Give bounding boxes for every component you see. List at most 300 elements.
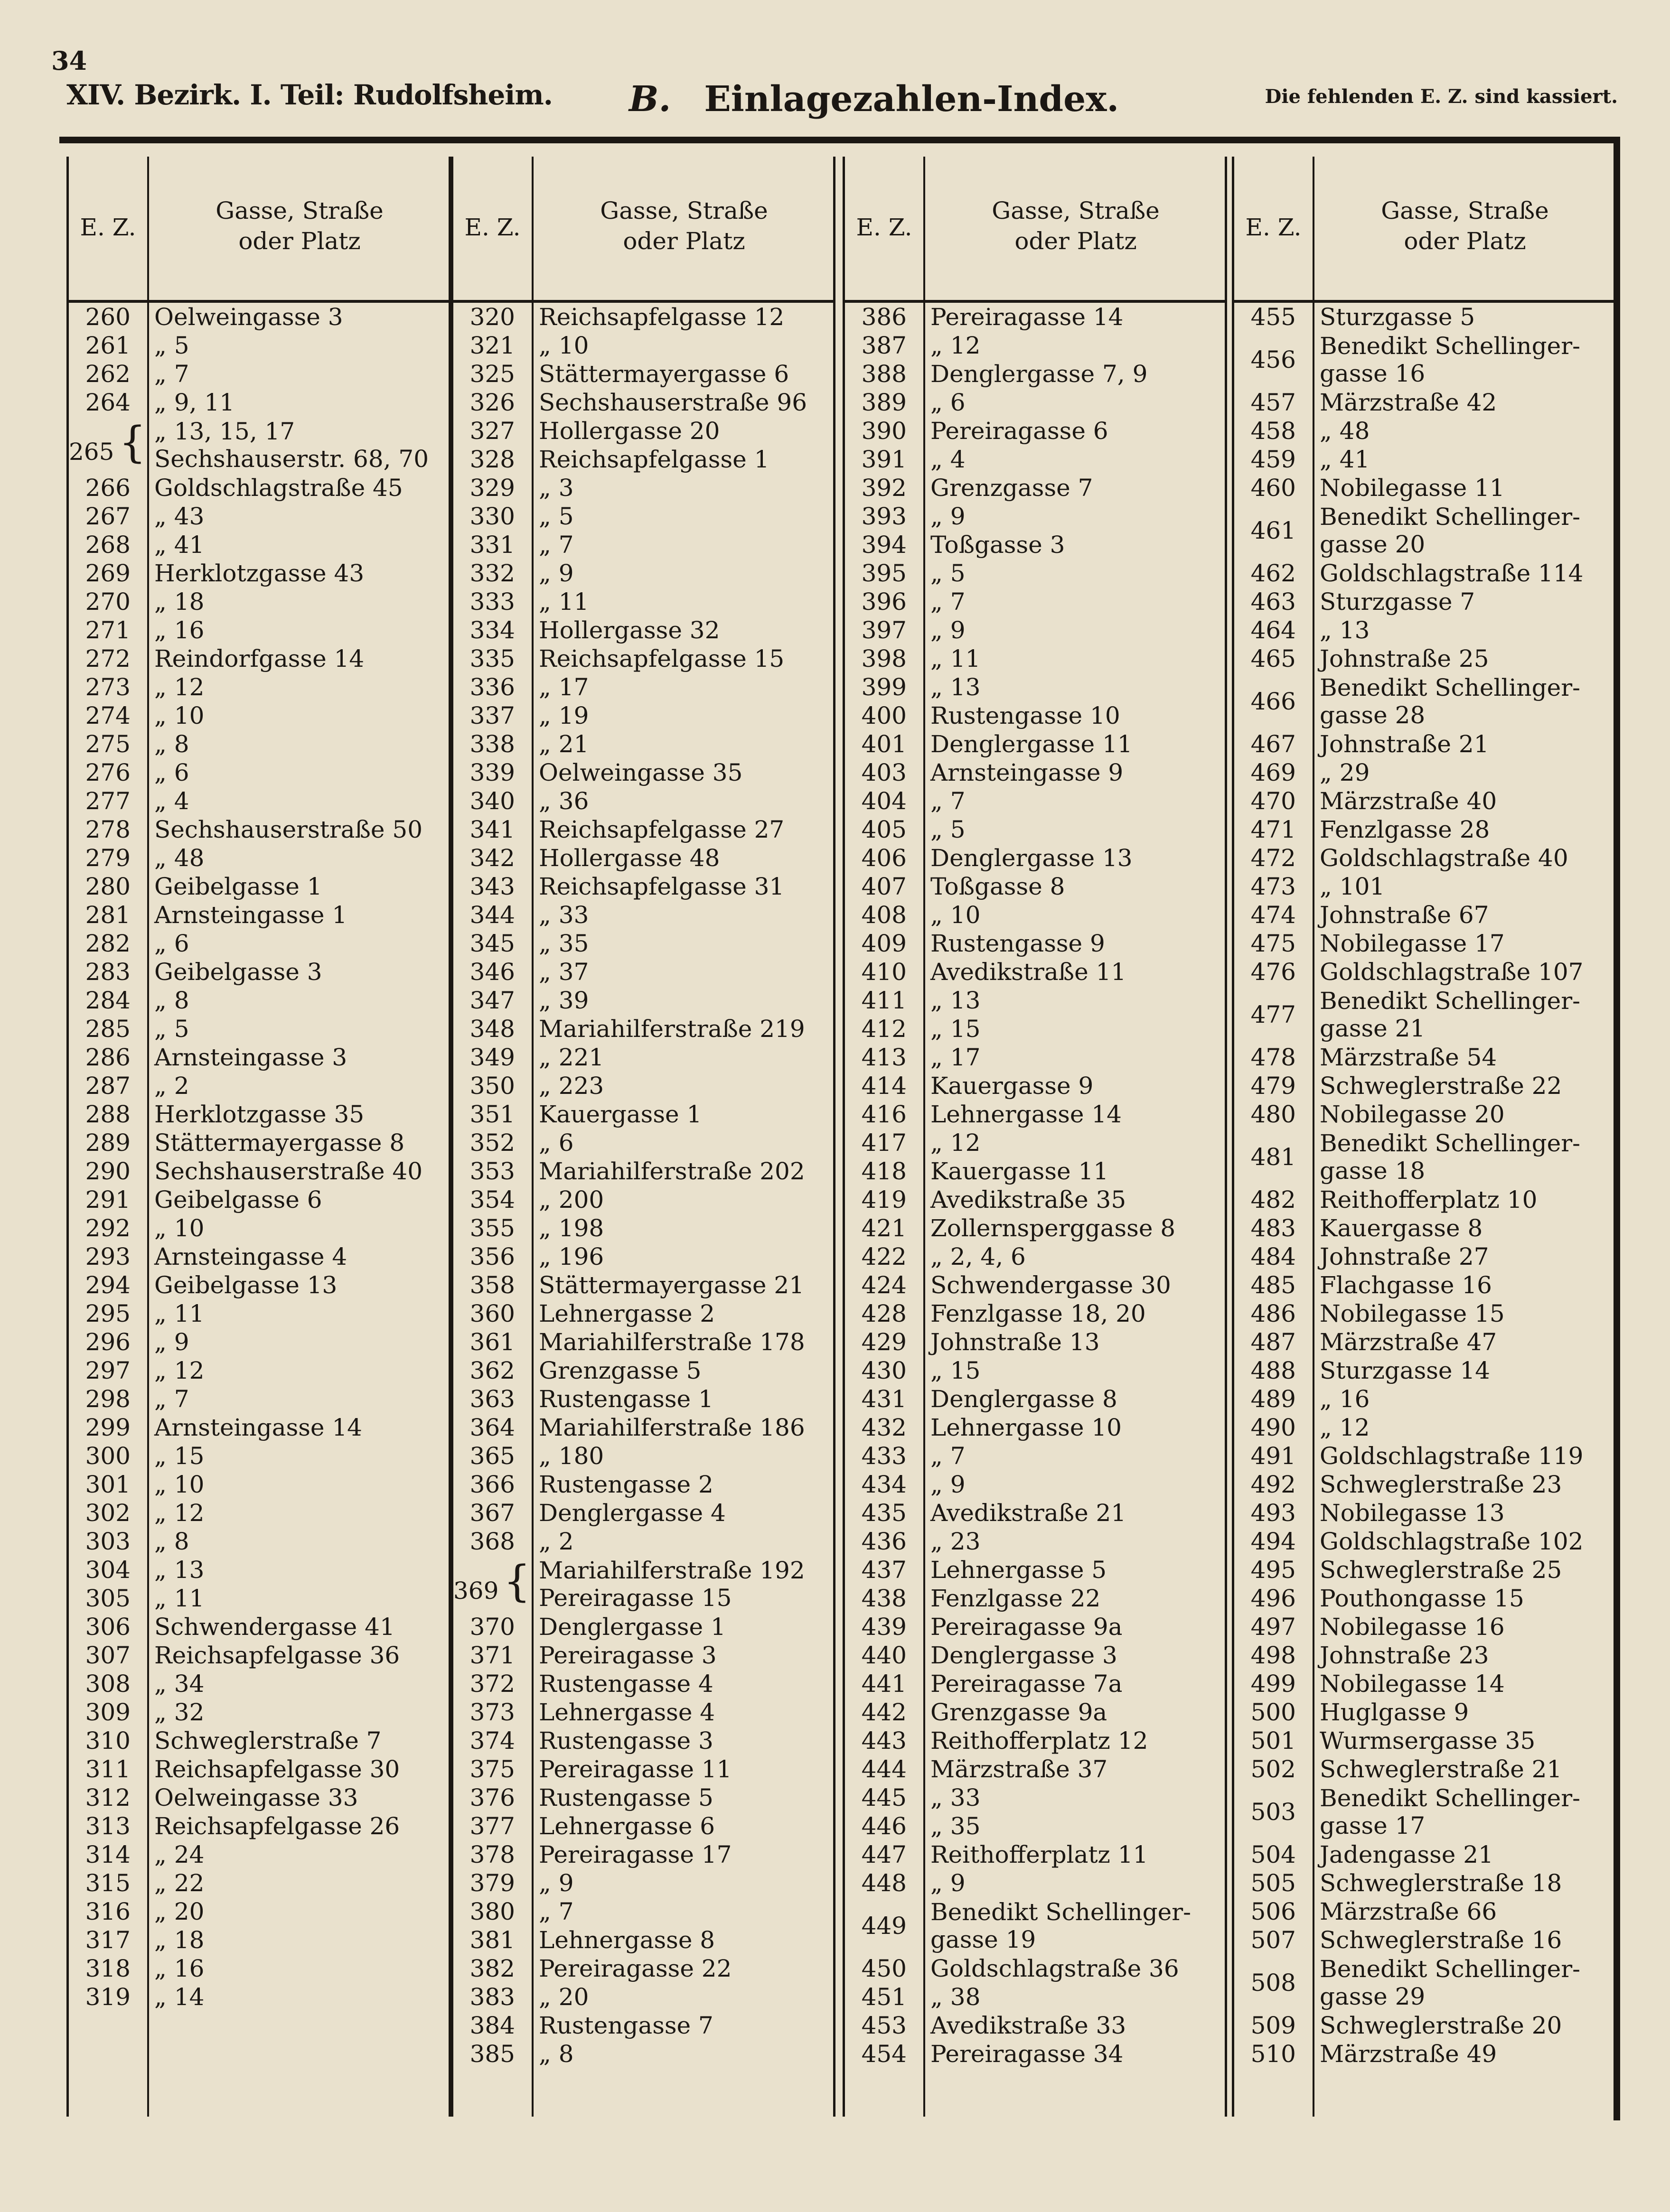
- table-row: [845, 1185, 1225, 1214]
- street-cell: [140, 1328, 189, 1356]
- table-row: [69, 1385, 449, 1413]
- table-row: [453, 502, 833, 531]
- table-row: [1234, 1185, 1614, 1214]
- street-cell: [1305, 1471, 1562, 1498]
- table-row: [1234, 644, 1614, 673]
- ez-number: 441: [861, 1670, 907, 1698]
- entry-list: [69, 303, 449, 2011]
- ez-number: 432: [861, 1414, 907, 1441]
- street-name: Grenzgasse 9a: [930, 1699, 1107, 1726]
- ez-number: 407: [861, 873, 907, 900]
- ez-number: 412: [861, 1015, 907, 1043]
- ez-number: 483: [1250, 1214, 1296, 1242]
- table-row: [845, 1100, 1225, 1129]
- street-name: „ 10: [154, 702, 205, 729]
- street-name: Nobilegasse 16: [1320, 1613, 1505, 1641]
- street-name: Fenzlgasse 18, 20: [930, 1300, 1146, 1327]
- street-name: Reichsapfelgasse 31: [539, 873, 785, 900]
- street-cell: [525, 1300, 715, 1327]
- street-name: „ 10: [154, 1214, 205, 1242]
- ez-number: 484: [1250, 1243, 1296, 1270]
- ez-number: 334: [469, 616, 515, 644]
- street-name: „ 17: [930, 1044, 981, 1071]
- ez-number: 381: [469, 1926, 515, 1954]
- table-row: [453, 1698, 833, 1727]
- ez-number: 379: [469, 1869, 515, 1897]
- street-cell: [916, 1385, 1117, 1413]
- street-name: „ 6: [539, 1129, 574, 1157]
- table-row: [453, 616, 833, 644]
- table-row: [453, 474, 833, 502]
- ez-number: 315: [85, 1869, 131, 1897]
- street-cell: [140, 1528, 189, 1555]
- table-row: [1234, 616, 1614, 644]
- street-name: Sturzgasse 7: [1320, 588, 1475, 616]
- ez-number: 457: [1250, 389, 1296, 416]
- ez-number: 447: [861, 1841, 907, 1868]
- table-row: [845, 2040, 1225, 2068]
- street-name: Goldschlagstraße 45: [154, 474, 403, 502]
- street-cell: [525, 787, 589, 815]
- ez-number: 498: [1250, 1642, 1296, 1669]
- table-row: [69, 1413, 449, 1442]
- ez-number: 459: [1250, 446, 1296, 473]
- street-name: Benedikt Schellinger-: [1320, 987, 1581, 1015]
- street-name: Goldschlagstraße 114: [1320, 560, 1584, 587]
- table-row: [1234, 1100, 1614, 1129]
- header-street-line: oder Platz: [623, 227, 745, 255]
- street-cell: [916, 1157, 1108, 1185]
- header-street-line: Gasse, Straße: [992, 197, 1160, 224]
- ez-number: 337: [469, 702, 515, 729]
- street-name: „ 38: [930, 1983, 981, 2011]
- street-name: Schweglerstraße 21: [1320, 1755, 1562, 1783]
- street-name: „ 12: [1320, 1414, 1370, 1441]
- ez-number: 271: [85, 616, 131, 644]
- table-row: [69, 331, 449, 360]
- table-row: [1234, 1698, 1614, 1727]
- table-row: [845, 1328, 1225, 1356]
- table-row: [1234, 331, 1614, 388]
- header-street: [150, 196, 449, 256]
- ez-number: 313: [85, 1812, 131, 1840]
- ez-number: 477: [1250, 1001, 1296, 1028]
- street-name: Arnsteingasse 14: [154, 1414, 362, 1441]
- street-cell: [916, 1613, 1122, 1641]
- ez-number: 293: [85, 1243, 131, 1270]
- table-row: [1234, 1299, 1614, 1328]
- street-name: Avedikstraße 11: [930, 958, 1126, 986]
- street-cell: [916, 873, 1065, 900]
- ez-number: 273: [85, 673, 131, 701]
- street-cell: [140, 1300, 204, 1327]
- table-row: [1234, 1271, 1614, 1299]
- street-name: Johnstraße 67: [1320, 901, 1489, 929]
- ez-number: 409: [861, 930, 907, 957]
- table-row: [845, 1698, 1225, 1727]
- street-cell: [1305, 1755, 1562, 1783]
- street-name: Denglergasse 7, 9: [930, 360, 1148, 388]
- ez-number: 330: [469, 503, 515, 530]
- street-cell: [525, 759, 742, 786]
- ez-number: 267: [85, 503, 131, 530]
- street-name: Geibelgasse 3: [154, 958, 322, 986]
- street-cell: [916, 702, 1120, 729]
- street-cell: [916, 1556, 1107, 1584]
- ez-number: 445: [861, 1784, 907, 1811]
- ez-number: 453: [861, 2012, 907, 2039]
- ez-number: 316: [85, 1898, 131, 1925]
- table-row: [845, 303, 1225, 331]
- table-row: [845, 872, 1225, 901]
- street-name: Kauergasse 11: [930, 1157, 1109, 1185]
- table-row: [1234, 1755, 1614, 1783]
- ez-number: 355: [469, 1214, 515, 1242]
- street-cell: [525, 1727, 713, 1755]
- ez-number: 470: [1250, 787, 1296, 815]
- ez-number: 472: [1250, 844, 1296, 872]
- street-cell: [140, 1670, 204, 1698]
- street-name: Lehnergasse 8: [539, 1926, 715, 1954]
- table-row: [69, 1840, 449, 1869]
- street-name: „ 5: [930, 816, 966, 843]
- ez-number: 340: [469, 787, 515, 815]
- ez-number: 371: [469, 1642, 515, 1669]
- street-name: „ 13: [930, 987, 981, 1014]
- ez-number: 410: [861, 958, 907, 986]
- table-row: [453, 815, 833, 844]
- street-name: Lehnergasse 6: [539, 1812, 715, 1840]
- ez-number: 385: [469, 2040, 515, 2068]
- table-row: [69, 1783, 449, 1812]
- header-divider: [923, 157, 925, 300]
- ez-number: 276: [85, 759, 131, 786]
- street-name: „ 9: [930, 503, 966, 530]
- ez-number: 308: [85, 1670, 131, 1698]
- ez-number: 346: [469, 958, 515, 986]
- table-row: [1234, 1043, 1614, 1072]
- ez-number: 287: [85, 1072, 131, 1100]
- street-name: Schweglerstraße 7: [154, 1727, 382, 1755]
- table-row: [453, 1613, 833, 1641]
- street-cell: [140, 844, 204, 872]
- street-cell: [916, 759, 1123, 786]
- street-name: Nobilegasse 20: [1320, 1101, 1505, 1128]
- street-cell: [916, 1442, 966, 1470]
- street-name: Oelweingasse 33: [154, 1784, 358, 1811]
- street-cell: [916, 816, 966, 843]
- street-cell: [525, 360, 789, 388]
- street-name: „ 198: [539, 1214, 604, 1242]
- table-row: [453, 644, 833, 673]
- table-row: [1234, 1613, 1614, 1641]
- street-name: Johnstraße 25: [1320, 645, 1489, 672]
- street-name: Stättermayergasse 21: [539, 1271, 805, 1299]
- table-row: [69, 730, 449, 758]
- street-cell: [140, 303, 343, 331]
- street-name: Sechshauserstraße 50: [154, 816, 423, 843]
- table-row: [845, 616, 1225, 644]
- street-name: Grenzgasse 5: [539, 1357, 702, 1384]
- street-cell: [525, 987, 589, 1014]
- street-cell: [525, 389, 807, 416]
- ez-number: 309: [85, 1699, 131, 1726]
- street-cell: [525, 1898, 574, 1925]
- street-cell: [916, 958, 1126, 986]
- table-row: [845, 388, 1225, 417]
- street-name: Arnsteingasse 3: [154, 1044, 347, 1071]
- street-cell: [916, 645, 980, 672]
- street-cell: [140, 958, 322, 986]
- column-header: [845, 157, 1225, 303]
- street-cell: [140, 1585, 204, 1612]
- street-name: Hollergasse 48: [539, 844, 720, 872]
- ez-number: 319: [85, 1983, 131, 2011]
- street-cell: [140, 1243, 347, 1270]
- table-row: [1234, 929, 1614, 958]
- street-name: „ 3: [539, 474, 574, 502]
- street-cell: [1305, 1186, 1537, 1213]
- table-row: [69, 1499, 449, 1527]
- street-name: Arnsteingasse 4: [154, 1243, 347, 1270]
- table-row: [453, 872, 833, 901]
- table-row: [69, 502, 449, 531]
- street-name: Pereiragasse 17: [539, 1841, 732, 1868]
- table-row: [69, 417, 449, 474]
- table-row: [69, 531, 449, 559]
- street-name: Schwendergasse 30: [930, 1271, 1171, 1299]
- street-cell: [140, 1129, 404, 1157]
- ez-number: 474: [1250, 901, 1296, 929]
- ez-number: 260: [85, 303, 131, 331]
- street-cell: [1305, 1955, 1580, 2010]
- street-name: „ 22: [154, 1869, 205, 1897]
- ez-number: 399: [861, 673, 907, 701]
- table-row: [845, 901, 1225, 929]
- street-name: Märzstraße 40: [1320, 787, 1497, 815]
- table-row: [845, 1897, 1225, 1954]
- street-name: „ 14: [154, 1983, 205, 2011]
- street-name: „ 48: [154, 844, 205, 872]
- ez-number: 332: [469, 560, 515, 587]
- street-cell: [140, 1271, 337, 1299]
- table-row: [453, 1926, 833, 1954]
- table-row: [845, 701, 1225, 730]
- street-cell: [916, 560, 966, 587]
- street-cell: [525, 1471, 713, 1498]
- ez-number: 269: [85, 560, 131, 587]
- street-name: Avedikstraße 33: [930, 2012, 1126, 2039]
- table-row: [453, 1271, 833, 1299]
- street-cell: [916, 474, 1093, 502]
- street-name: Geibelgasse 13: [154, 1271, 338, 1299]
- street-name: Grenzgasse 7: [930, 474, 1093, 502]
- street-cell: [525, 873, 784, 900]
- street-name: Märzstraße 47: [1320, 1328, 1497, 1356]
- table-row: [69, 388, 449, 417]
- ez-number: 370: [469, 1613, 515, 1641]
- street-name: „ 5: [930, 560, 966, 587]
- table-row: [69, 958, 449, 986]
- table-row: [845, 474, 1225, 502]
- street-name: „ 20: [539, 1983, 589, 2011]
- ez-number: 499: [1250, 1670, 1296, 1698]
- street-cell: [916, 531, 1065, 559]
- street-name: Toßgasse 8: [930, 873, 1065, 900]
- table-row: [453, 1556, 833, 1613]
- table-row: [453, 559, 833, 588]
- table-row: [845, 758, 1225, 787]
- table-row: [453, 986, 833, 1015]
- street-cell: [1305, 2040, 1497, 2068]
- header-street-line: Gasse, Straße: [1381, 197, 1549, 224]
- street-name: „ 2, 4, 6: [930, 1243, 1026, 1270]
- street-name: Hollergasse 20: [539, 417, 720, 445]
- ez-number: 325: [469, 360, 515, 388]
- street-name: Lehnergasse 4: [539, 1699, 715, 1726]
- ez-number: 296: [85, 1328, 131, 1356]
- table-row: [1234, 1783, 1614, 1840]
- table-row: [453, 701, 833, 730]
- table-row: [69, 1897, 449, 1926]
- street-cell: [525, 1869, 574, 1897]
- ez-number: 348: [469, 1015, 515, 1043]
- ez-number: 304: [85, 1556, 131, 1584]
- table-row: [453, 673, 833, 701]
- street-name: Geibelgasse 1: [154, 873, 322, 900]
- street-name: Goldschlagstraße 36: [930, 1955, 1179, 1982]
- street-cell: [1305, 1499, 1505, 1527]
- entry-list: [453, 303, 833, 2068]
- ez-number: 282: [85, 930, 131, 957]
- ez-number: 408: [861, 901, 907, 929]
- ez-number: 290: [85, 1157, 131, 1185]
- table-row: [845, 559, 1225, 588]
- title-text: Einlagezahlen-Index.: [704, 79, 1119, 120]
- ez-number: 437: [861, 1556, 907, 1584]
- street-cell: [140, 1613, 395, 1641]
- table-row: [1234, 1584, 1614, 1613]
- street-cell: [916, 1357, 980, 1384]
- table-row: [69, 1157, 449, 1185]
- street-cell: [916, 1812, 980, 1840]
- table-row: [453, 2040, 833, 2068]
- street-name: „ 20: [154, 1898, 205, 1925]
- table-row: [1234, 1242, 1614, 1271]
- ez-number: 389: [861, 389, 907, 416]
- street-cell: [1305, 1328, 1497, 1356]
- table-row: [1234, 1328, 1614, 1356]
- street-cell: [1305, 1585, 1524, 1612]
- street-name: Sechshauserstraße 40: [154, 1157, 423, 1185]
- street-cell: [140, 1926, 204, 1954]
- ez-number: 367: [469, 1499, 515, 1527]
- street-name: Johnstraße 21: [1320, 730, 1489, 758]
- table-row: [453, 1755, 833, 1783]
- street-name: Mariahilferstraße 202: [539, 1157, 805, 1185]
- street-cell: [916, 1072, 1093, 1100]
- street-name: Schweglerstraße 25: [1320, 1556, 1562, 1584]
- table-row: [69, 1869, 449, 1897]
- table-row: [1234, 1869, 1614, 1897]
- street-name: Wurmsergasse 35: [1320, 1727, 1536, 1755]
- street-name: Schweglerstraße 22: [1320, 1072, 1562, 1100]
- table-row: [845, 502, 1225, 531]
- street-cell: [525, 1983, 589, 2011]
- table-row: [1234, 2011, 1614, 2040]
- ez-number: 347: [469, 987, 515, 1014]
- ez-number: 504: [1250, 1841, 1296, 1868]
- street-name: „ 23: [930, 1528, 981, 1555]
- table-row: [69, 673, 449, 701]
- street-cell: [1305, 1613, 1505, 1641]
- ez-number: 311: [85, 1755, 131, 1783]
- table-row: [69, 701, 449, 730]
- street-name: Schweglerstraße 20: [1320, 2012, 1562, 2039]
- table-row: [845, 360, 1225, 388]
- table-row: [69, 844, 449, 872]
- street-name: „ 12: [154, 1499, 205, 1527]
- ez-number: 454: [861, 2040, 907, 2068]
- ez-number: 487: [1250, 1328, 1296, 1356]
- ez-number: 500: [1250, 1699, 1296, 1726]
- street-name: Pereiragasse 11: [539, 1755, 732, 1783]
- header-divider: [147, 157, 149, 300]
- ez-number: 298: [85, 1385, 131, 1413]
- street-cell: [140, 1471, 204, 1498]
- street-name: „ 10: [539, 332, 589, 359]
- street-name: „ 12: [930, 332, 981, 359]
- ez-number: 297: [85, 1357, 131, 1384]
- ez-number: 508: [1250, 1969, 1296, 1997]
- ez-number: 495: [1250, 1556, 1296, 1584]
- table-row: [453, 1242, 833, 1271]
- street-cell: [916, 1642, 1117, 1669]
- street-cell: [1305, 930, 1505, 957]
- table-row: [69, 1983, 449, 2011]
- street-cell: [1305, 759, 1370, 786]
- street-cell: [916, 1243, 1026, 1270]
- ez-number: 387: [861, 332, 907, 359]
- street-cell: [525, 474, 574, 502]
- street-cell: [916, 1414, 1122, 1441]
- table-row: [845, 1613, 1225, 1641]
- street-cell: [916, 2040, 1123, 2068]
- table-row: [453, 1470, 833, 1499]
- ez-number: 383: [469, 1983, 515, 2011]
- street-name: Flachgasse 16: [1320, 1271, 1492, 1299]
- street-cell: [916, 1955, 1179, 1982]
- ez-number: 331: [469, 531, 515, 559]
- street-cell: [525, 730, 589, 758]
- table-row: [69, 1242, 449, 1271]
- table-row: [453, 1299, 833, 1328]
- street-name: Reichsapfelgasse 15: [539, 645, 785, 672]
- street-cell: [525, 1214, 604, 1242]
- table-row: [1234, 872, 1614, 901]
- ez-number: 505: [1250, 1869, 1296, 1897]
- table-row: [845, 1983, 1225, 2011]
- table-row: [845, 1242, 1225, 1271]
- street-cell: [140, 1015, 189, 1043]
- table-row: [453, 1869, 833, 1897]
- street-cell: [525, 1812, 715, 1840]
- ez-number: 480: [1250, 1101, 1296, 1128]
- ez-number: 405: [861, 816, 907, 843]
- street-name: „ 223: [539, 1072, 604, 1100]
- table-row: [69, 1356, 449, 1385]
- street-name: „ 7: [930, 1442, 966, 1470]
